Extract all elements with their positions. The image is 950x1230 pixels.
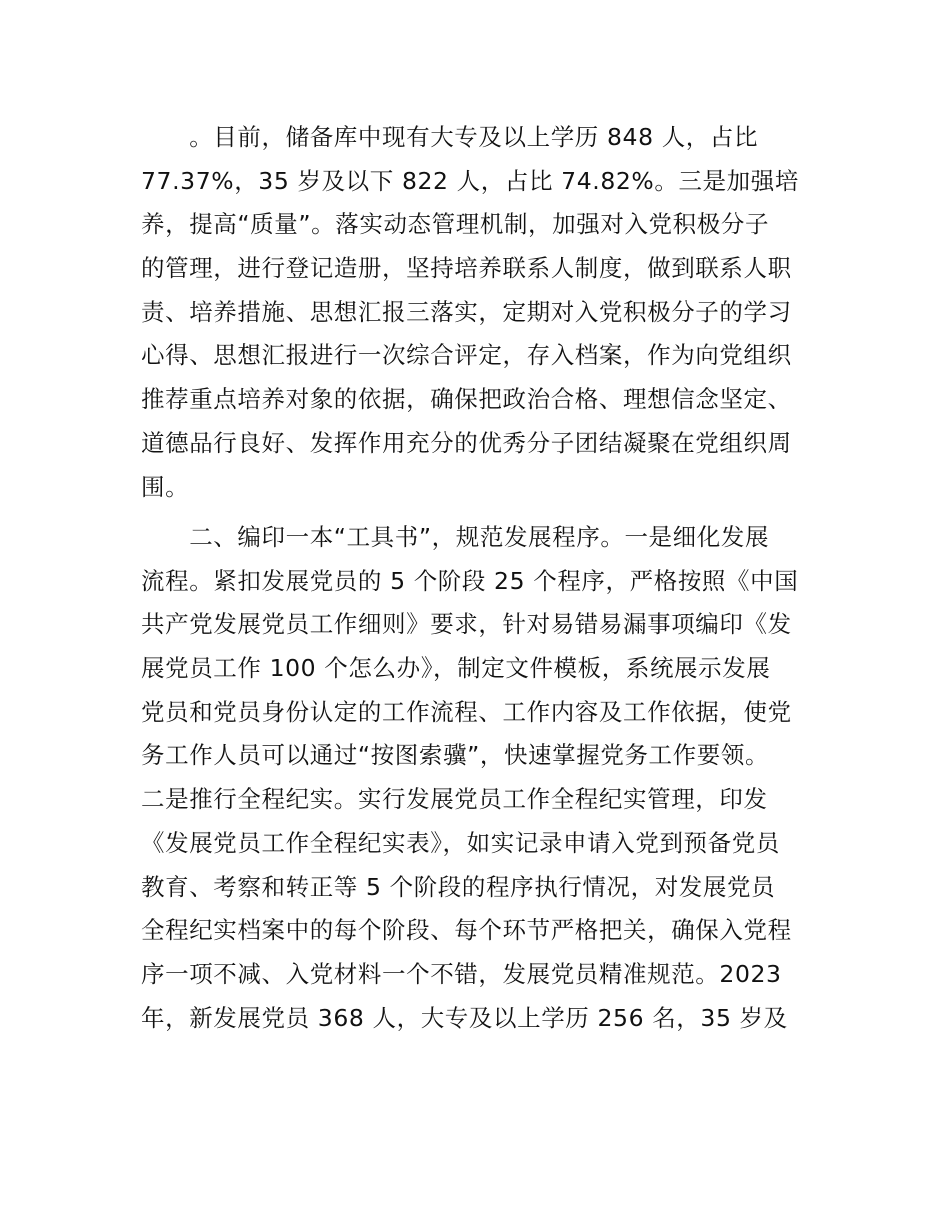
paragraph-2 bbox=[141, 516, 813, 1040]
paragraph-1-line-5: 责、培养措施、思想汇报三落实，定期对入党积极分子的学习 bbox=[141, 297, 792, 326]
paragraph-2-line-2: 流程。紧扣发展党员的 5 个阶段 25 个程序，严格按照《中国 bbox=[141, 566, 799, 595]
paragraph-2-line-11: 序一项不减、入党材料一个不错，发展党员精准规范。2023 bbox=[141, 959, 782, 988]
paragraph-2-line-9: 教育、考察和转正等 5 个阶段的程序执行情况，对发展党员 bbox=[141, 872, 776, 901]
paragraph-1-line-4: 的管理，进行登记造册，坚持培养联系人制度，做到联系人职 bbox=[141, 254, 792, 283]
paragraph-1-line-3: 养，提高“质量”。落实动态管理机制，加强对入党积极分子 bbox=[141, 210, 770, 239]
paragraph-1-line-2: 77.37%，35 岁及以下 822 人，占比 74.82%。三是加强培 bbox=[141, 166, 799, 195]
paragraph-1-line-9: 围。 bbox=[141, 472, 190, 501]
paragraph-2-line-6: 务工作人员可以通过“按图索骥”，快速掌握党务工作要领。 bbox=[141, 741, 770, 770]
paragraph-2-line-12: 年，新发展党员 368 人，大专及以上学历 256 名，35 岁及 bbox=[141, 1003, 788, 1032]
paragraph-1 bbox=[141, 116, 813, 509]
paragraph-1-line-1: 。目前，储备库中现有大专及以上学历 848 人，占比 bbox=[141, 123, 759, 151]
paragraph-2-line-3: 共产党发展党员工作细则》要求，针对易错易漏事项编印《发 bbox=[141, 610, 792, 639]
paragraph-2-line-8: 《发展党员工作全程纪实表》，如实记录申请入党到预备党员 bbox=[141, 828, 780, 857]
paragraph-1-line-7: 推荐重点培养对象的依据，确保把政治合格、理想信念坚定、 bbox=[141, 385, 792, 414]
paragraph-1-line-6: 心得、思想汇报进行一次综合评定，存入档案，作为向党组织 bbox=[141, 341, 792, 370]
paragraph-2-line-10: 全程纪实档案中的每个阶段、每个环节严格把关，确保入党程 bbox=[141, 916, 792, 945]
paragraph-2-line-1: 二、编印一本“工具书”，规范发展程序。一是细化发展 bbox=[141, 523, 770, 551]
paragraph-2-line-4: 展党员工作 100 个怎么办》，制定文件模板，系统展示发展 bbox=[141, 654, 771, 683]
paragraph-2-line-7: 二是推行全程纪实。实行发展党员工作全程纪实管理，印发 bbox=[141, 785, 768, 814]
paragraph-2-line-5: 党员和党员身份认定的工作流程、工作内容及工作依据，使党 bbox=[141, 697, 792, 726]
paragraph-1-line-8: 道德品行良好、发挥作用充分的优秀分子团结凝聚在党组织周 bbox=[141, 428, 792, 457]
